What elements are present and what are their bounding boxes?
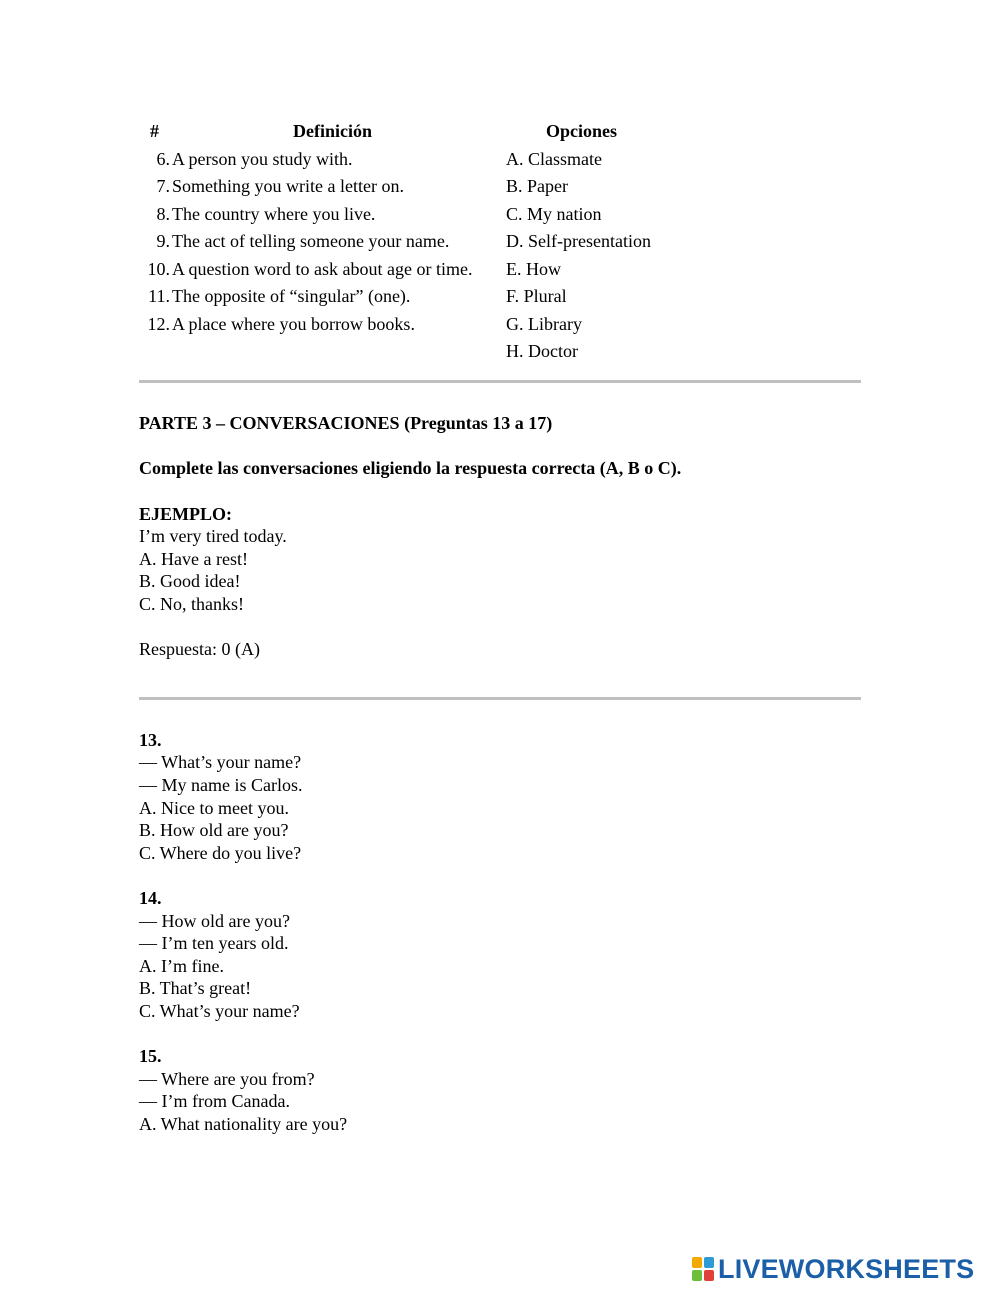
example-answer: Respuesta: 0 (A) [139,639,260,659]
example-option: A. Have a rest! [139,549,248,569]
row-definition: The opposite of “singular” (one). [172,286,411,306]
header-definition: Definición [293,121,372,141]
row-option: B. Paper [506,176,568,196]
row-number: 12. [147,314,170,334]
row-number: 9. [156,231,170,251]
table-row [140,203,680,225]
row-option: D. Self-presentation [506,231,651,251]
header-number: # [150,121,159,141]
example-option: C. No, thanks! [139,594,244,614]
answer-option: A. Nice to meet you. [139,798,289,818]
question-number: 15. [139,1046,162,1066]
row-number: 10. [147,259,170,279]
divider [139,697,861,700]
question-number: 14. [139,888,162,908]
answer-option: C. Where do you live? [139,843,302,863]
row-number: 6. [156,149,170,169]
table-row [140,313,680,335]
part3-title: PARTE 3 – CONVERSACIONES (Preguntas 13 a 17) [139,413,553,433]
answer-option: B. That’s great! [139,978,252,998]
table-row [140,148,680,170]
answer-option: A. What nationality are you? [139,1114,348,1134]
dialogue-line: — How old are you? [139,911,290,931]
row-option: H. Doctor [506,341,578,361]
row-option: C. My nation [506,204,602,224]
row-option: G. Library [506,314,582,334]
example-prompt: I’m very tired today. [139,526,287,546]
row-definition: The act of telling someone your name. [172,231,450,251]
question-number: 13. [139,730,162,750]
answer-option: A. I’m fine. [139,956,224,976]
row-definition: The country where you live. [172,204,376,224]
row-definition: A question word to ask about age or time. [172,259,473,279]
divider [139,380,861,383]
logo-text: LIVEWORKSHEETS [718,1253,975,1284]
row-option: F. Plural [506,286,567,306]
row-number: 11. [148,286,170,306]
dialogue-line: — What’s your name? [139,752,302,772]
dialogue-line: — I’m ten years old. [139,933,289,953]
logo-mark-icon [692,1257,714,1281]
example-label: EJEMPLO: [139,504,232,524]
dialogue-line: — Where are you from? [139,1069,315,1089]
liveworksheets-logo [692,1254,974,1284]
table-row [140,258,680,280]
example-option: B. Good idea! [139,571,241,591]
row-option: E. How [506,259,561,279]
table-row [140,340,680,362]
table-row [140,285,680,307]
row-definition: Something you write a letter on. [172,176,404,196]
row-definition: A person you study with. [172,149,353,169]
header-options: Opciones [546,121,618,141]
row-definition: A place where you borrow books. [172,314,415,334]
row-number: 7. [156,176,170,196]
row-option: A. Classmate [506,149,602,169]
answer-option: C. What’s your name? [139,1001,300,1021]
dialogue-line: — My name is Carlos. [139,775,303,795]
part3-instruction: Complete las conversaciones eligiendo la respuesta correcta (A, B o C). [139,458,682,478]
table-row [140,230,680,252]
answer-option: B. How old are you? [139,820,289,840]
table-row [140,175,680,197]
row-number: 8. [156,204,170,224]
dialogue-line: — I’m from Canada. [139,1091,290,1111]
